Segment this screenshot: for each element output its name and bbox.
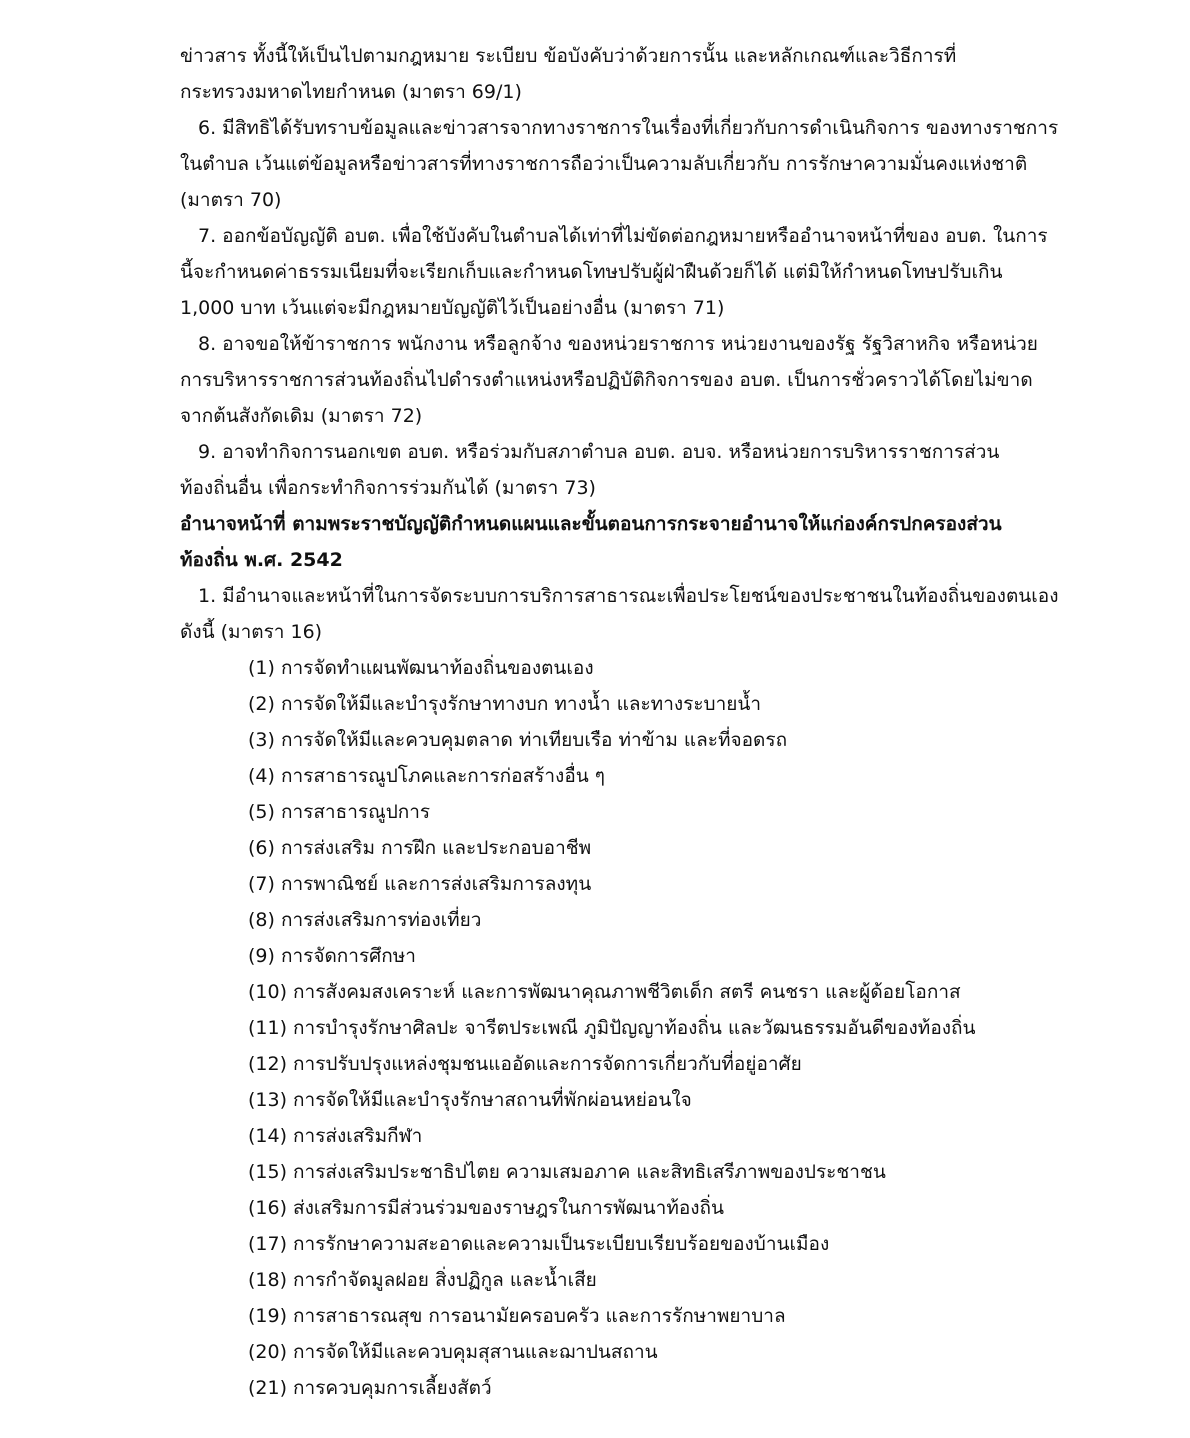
text-line: นี้จะกำหนดค่าธรรมเนียมที่จะเรียกเก็บและกำหนดโทษปรับผู้ฝ่าฝืนด้วยก็ได้ แต่มิให้กำหนดโทษปรับเกิน — [180, 261, 1003, 283]
list-item: (5) การสาธารณูปการ — [248, 801, 431, 823]
list-item: (19) การสาธารณสุข การอนามัยครอบครัว และการรักษาพยาบาล — [248, 1305, 786, 1327]
text-line: 8. อาจขอให้ข้าราชการ พนักงาน หรือลูกจ้าง ของหน่วยราชการ หน่วยงานของรัฐ รัฐวิสาหกิจ หรือหน่วย — [198, 333, 1038, 355]
text-line: 9. อาจทำกิจการนอกเขต อบต. หรือร่วมกับสภาตำบล อบต. อบจ. หรือหน่วยการบริหารราชการส่วน — [198, 441, 1000, 463]
paragraph-intro — [180, 578, 1090, 650]
list-item: (14) การส่งเสริมกีฬา — [248, 1125, 423, 1147]
list-item: (16) ส่งเสริมการมีส่วนร่วมของราษฎรในการพัฒนาท้องถิ่น — [248, 1197, 725, 1219]
list-item: (11) การบำรุงรักษาศิลปะ จารีตประเพณี ภูมิปัญญาท้องถิ่น และวัฒนธรรมอันดีของท้องถิ่น — [248, 1017, 976, 1039]
list-item: (10) การสังคมสงเคราะห์ และการพัฒนาคุณภาพชีวิตเด็ก สตรี คนชรา และผู้ด้อยโอกาส — [248, 981, 961, 1003]
text-line: ในตำบล เว้นแต่ข้อมูลหรือข่าวสารที่ทางราชการถือว่าเป็นความลับเกี่ยวกับ การรักษาความมั่นคงแห่งชาติ — [180, 153, 1028, 175]
list-item: (6) การส่งเสริม การฝึก และประกอบอาชีพ — [248, 837, 592, 859]
text-line: 1,000 บาท เว้นแต่จะมีกฎหมายบัญญัติไว้เป็นอย่างอื่น (มาตรา 71) — [180, 297, 725, 319]
text-line: จากต้นสังกัดเดิม (มาตรา 72) — [180, 405, 423, 427]
text-line: ดังนี้ (มาตรา 16) — [180, 621, 323, 643]
list-item: (17) การรักษาความสะอาดและความเป็นระเบียบเรียบร้อยของบ้านเมือง — [248, 1233, 830, 1255]
list-item: (20) การจัดให้มีและควบคุมสุสานและฌาปนสถาน — [248, 1341, 658, 1363]
list-item: (13) การจัดให้มีและบำรุงรักษาสถานที่พักผ่อนหย่อนใจ — [248, 1089, 692, 1111]
paragraph-item-9 — [180, 434, 1090, 506]
paragraph-continuation — [180, 38, 1090, 110]
text-line: 1. มีอำนาจและหน้าที่ในการจัดระบบการบริการสาธารณะเพื่อประโยชน์ของประชาชนในท้องถิ่นของตนเอง — [198, 585, 1059, 607]
document-page — [180, 38, 1090, 1406]
paragraph-item-6 — [180, 110, 1090, 218]
text-line: ท้องถิ่นอื่น เพื่อกระทำกิจการร่วมกันได้ (มาตรา 73) — [180, 477, 596, 499]
text-line: ข่าวสาร ทั้งนี้ให้เป็นไปตามกฎหมาย ระเบียบ ข้อบังคับว่าด้วยการนั้น และหลักเกณฑ์และวิธีการที่ — [180, 45, 957, 67]
list-item: (2) การจัดให้มีและบำรุงรักษาทางบก ทางน้ำ และทางระบายน้ำ — [248, 693, 762, 715]
list-item: (18) การกำจัดมูลฝอย สิ่งปฏิกูล และน้ำเสีย — [248, 1269, 597, 1291]
duties-list — [180, 650, 1090, 1406]
text-line: กระทรวงมหาดไทยกำหนด (มาตรา 69/1) — [180, 81, 522, 103]
list-item: (21) การควบคุมการเลี้ยงสัตว์ — [248, 1377, 492, 1399]
list-item: (8) การส่งเสริมการท่องเที่ยว — [248, 909, 482, 931]
text-line: 6. มีสิทธิได้รับทราบข้อมูลและข่าวสารจากทางราชการในเรื่องที่เกี่ยวกับการดำเนินกิจการ ของทางราชการ — [198, 117, 1059, 139]
section-heading — [180, 506, 1090, 578]
paragraph-item-8 — [180, 326, 1090, 434]
text-line: การบริหารราชการส่วนท้องถิ่นไปดำรงตำแหน่งหรือปฏิบัติกิจการของ อบต. เป็นการชั่วคราวได้โดยไม่ขาด — [180, 369, 1033, 391]
text-line: 7. ออกข้อบัญญัติ อบต. เพื่อใช้บังคับในตำบลได้เท่าที่ไม่ขัดต่อกฎหมายหรืออำนาจหน้าที่ของ อบต. ในการ — [198, 225, 1048, 247]
list-item: (7) การพาณิชย์ และการส่งเสริมการลงทุน — [248, 873, 592, 895]
list-item: (4) การสาธารณูปโภคและการก่อสร้างอื่น ๆ — [248, 765, 605, 787]
list-item: (12) การปรับปรุงแหล่งชุมชนแออัดและการจัดการเกี่ยวกับที่อยู่อาศัย — [248, 1053, 802, 1075]
heading-line: อำนาจหน้าที่ ตามพระราชบัญญัติกำหนดแผนและขั้นตอนการกระจายอำนาจให้แก่องค์กรปกครองส่วน — [180, 513, 1002, 535]
list-item: (1) การจัดทำแผนพัฒนาท้องถิ่นของตนเอง — [248, 657, 594, 679]
paragraph-item-7 — [180, 218, 1090, 326]
list-item: (15) การส่งเสริมประชาธิปไตย ความเสมอภาค และสิทธิเสรีภาพของประชาชน — [248, 1161, 886, 1183]
heading-line: ท้องถิ่น พ.ศ. 2542 — [180, 549, 343, 571]
list-item: (9) การจัดการศึกษา — [248, 945, 416, 967]
text-line: (มาตรา 70) — [180, 189, 282, 211]
list-item: (3) การจัดให้มีและควบคุมตลาด ท่าเทียบเรือ ท่าข้าม และที่จอดรถ — [248, 729, 788, 751]
